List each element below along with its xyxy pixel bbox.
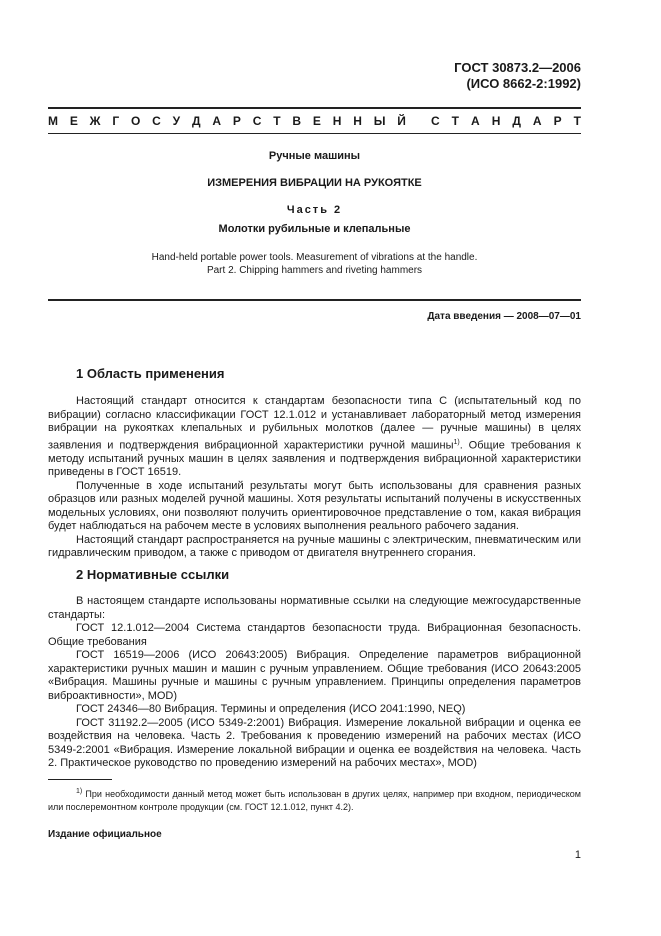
reference-gost-12-1-012: ГОСТ 12.1.012—2004 Система стандартов безопасности труда. Вибрационная безопасность. Общие требования bbox=[48, 622, 581, 648]
footnote bbox=[48, 785, 581, 814]
banner-letter: У bbox=[172, 114, 181, 128]
edition-label: Издание официальное bbox=[48, 829, 162, 840]
banner-letter: А bbox=[471, 114, 480, 128]
banner-letter: А bbox=[212, 114, 222, 128]
banner-letter: Н bbox=[332, 114, 342, 128]
reference-gost-16519: ГОСТ 16519—2006 (ИСО 20643:2005) Вибрация. Определение параметров вибрационной характеристики ручных машин и машин с ручным управлением. Общие требования (ИСО 20643:2005 «Вибрация. Машины ручные и машины с ручным управлением. Принципы определения параметров виброактивности», MOD) bbox=[48, 649, 581, 702]
section1-p1-text-end: . Общие требования к методу испытаний ручных машин в целях заявления и подтверждения вибрационной характеристики приведены в ГОСТ 16519. bbox=[48, 439, 581, 479]
banner-letter: М bbox=[48, 114, 58, 128]
introduction-date: Дата введения — 2008—07—01 bbox=[427, 311, 581, 322]
banner-letter: Д bbox=[191, 114, 201, 128]
reference-gost-31192-2: ГОСТ 31192.2—2005 (ИСО 5349-2:2001) Вибрация. Измерение локальной вибрации и оценка ее воздействия на человека. Часть 2. Требования к проведению измерений на рабочих местах (ИСО 5349-2:2001 «Вибрация. Измерение локальной вибрации и оценка ее воздействия на человека. Часть 2. Практическое руководство по проведению измерений на рабочих местах», MOD) bbox=[48, 716, 581, 769]
document-number-block bbox=[454, 60, 581, 92]
footnote-separator bbox=[48, 779, 112, 780]
footnote-mark: 1) bbox=[76, 788, 83, 795]
footnote-ref: 1) bbox=[453, 438, 460, 446]
iso-number: (ИСО 8662-2:1992) bbox=[466, 76, 581, 91]
banner-letter: О bbox=[131, 114, 141, 128]
banner-letter: Т bbox=[273, 114, 281, 128]
banner-letter: Ы bbox=[373, 114, 386, 128]
banner-letter: Д bbox=[512, 114, 521, 128]
banner-letter: Е bbox=[312, 114, 321, 128]
title-rule bbox=[48, 299, 581, 301]
banner-letter: В bbox=[292, 114, 302, 128]
title-line1: Ручные машины bbox=[268, 150, 361, 162]
banner-rule bbox=[48, 133, 581, 134]
english-title-line2: Part 2. Chipping hammers and riveting hammers bbox=[206, 265, 423, 276]
section1-paragraph2: Полученные в ходе испытаний результаты могут быть использованы для сравнения разных образцов или разных моделей ручной машины. Хотя результаты испытаний получены в искусственных модельных условиях, они позволяют получить ориентировочное представление о том, какая вибрация будет наблюдаться на рабочем месте в условиях выполнения реального рабочего задания. bbox=[48, 479, 581, 533]
section2-body bbox=[48, 595, 581, 771]
banner-word-standard bbox=[431, 114, 581, 128]
banner-letter: А bbox=[532, 114, 542, 128]
section1-heading: 1 Область применения bbox=[76, 366, 225, 381]
banner-letter: С bbox=[431, 114, 440, 128]
banner-letter: С bbox=[152, 114, 161, 128]
banner-letter: Т bbox=[451, 114, 460, 128]
banner-letter: Н bbox=[353, 114, 362, 128]
section1-p1-text: Настоящий стандарт относится к стандартам безопасности типа С (испытательный код по вибрации) согласно классификации ГОСТ 12.1.012 и устанавливает лабораторный метод измерения вибрации на рукоятках клепальных и рубильных молотков (далее — ручные машины) в целях заявления и подтверждения вибрационной характеристики ручной машины bbox=[48, 395, 581, 452]
banner-letter: Г bbox=[112, 114, 120, 128]
section1-paragraph1 bbox=[48, 395, 581, 480]
section2-paragraph1: В настоящем стандарте использованы нормативные ссылки на следующие межгосударственные стандарты: bbox=[48, 595, 581, 621]
title-part: Часть 2 bbox=[286, 204, 343, 216]
english-title-line1: Hand-held portable power tools. Measurement of vibrations at the handle. bbox=[151, 252, 478, 263]
gost-number: ГОСТ 30873.2—2006 bbox=[454, 60, 581, 75]
page-number: 1 bbox=[574, 849, 581, 861]
banner-letter: Е bbox=[69, 114, 78, 128]
title-subtitle: Молотки рубильные и клепальные bbox=[218, 223, 411, 235]
section2-heading: 2 Нормативные ссылки bbox=[76, 567, 230, 582]
reference-gost-24346: ГОСТ 24346—80 Вибрация. Термины и определения (ИСО 2041:1990, NEQ) bbox=[76, 703, 466, 715]
banner-letter: Н bbox=[491, 114, 501, 128]
banner-letter: Р bbox=[232, 114, 241, 128]
banner-letter: С bbox=[252, 114, 262, 128]
section1-paragraph3: Настоящий стандарт распространяется на ручные машины с электрическим, пневматическим или гидравлическим приводом, а также с приводом от двигателя внутреннего сгорания. bbox=[48, 533, 581, 560]
banner-word-interstate bbox=[48, 114, 406, 128]
title-line2: ИЗМЕРЕНИЯ ВИБРАЦИИ НА РУКОЯТКЕ bbox=[207, 177, 422, 189]
section1-body bbox=[48, 395, 581, 561]
banner-letter: Й bbox=[397, 114, 406, 128]
footnote-text: При необходимости данный метод может быть использован в других целях, например при входном, периодическом или послеремонтном контроле продукции (см. ГОСТ 12.1.012, пункт 4.2). bbox=[48, 789, 581, 812]
banner-letter: Р bbox=[553, 114, 562, 128]
standard-banner bbox=[48, 114, 581, 128]
banner-letter: Т bbox=[573, 114, 581, 128]
top-rule bbox=[48, 107, 581, 109]
banner-letter: Ж bbox=[89, 114, 101, 128]
